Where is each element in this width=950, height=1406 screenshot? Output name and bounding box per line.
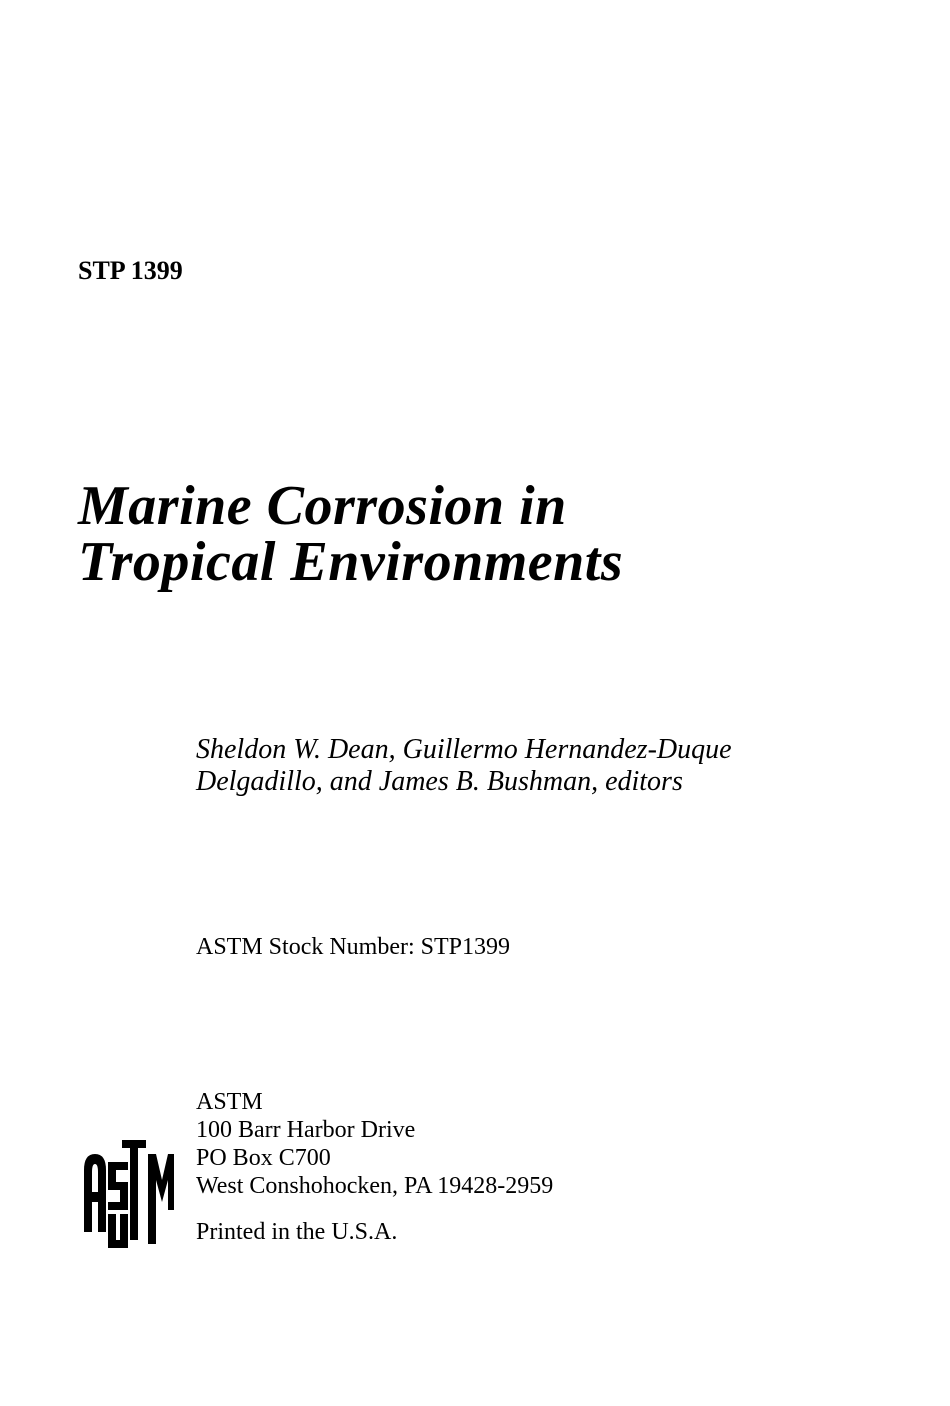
publisher-pobox: PO Box C700 bbox=[196, 1145, 331, 1171]
publisher-city: West Conshohocken, PA 19428-2959 bbox=[196, 1173, 554, 1199]
publisher-street: 100 Barr Harbor Drive bbox=[196, 1117, 416, 1143]
astm-logo-icon bbox=[84, 1140, 174, 1250]
editors-line-1: Sheldon W. Dean, Guillermo Hernandez-Duque bbox=[196, 734, 732, 765]
stock-number: ASTM Stock Number: STP1399 bbox=[196, 934, 511, 960]
editors bbox=[196, 734, 732, 798]
publisher-name: ASTM bbox=[196, 1089, 263, 1115]
printed-in: Printed in the U.S.A. bbox=[196, 1219, 398, 1245]
book-title-line-2: Tropical Environments bbox=[78, 531, 624, 593]
editors-line-2: Delgadillo, and James B. Bushman, editors bbox=[196, 766, 683, 797]
book-title-line-1: Marine Corrosion in bbox=[78, 475, 567, 537]
book-title bbox=[78, 475, 624, 593]
publisher-address bbox=[196, 1088, 553, 1200]
astm-logo bbox=[84, 1140, 174, 1250]
series-number: STP 1399 bbox=[78, 256, 183, 285]
